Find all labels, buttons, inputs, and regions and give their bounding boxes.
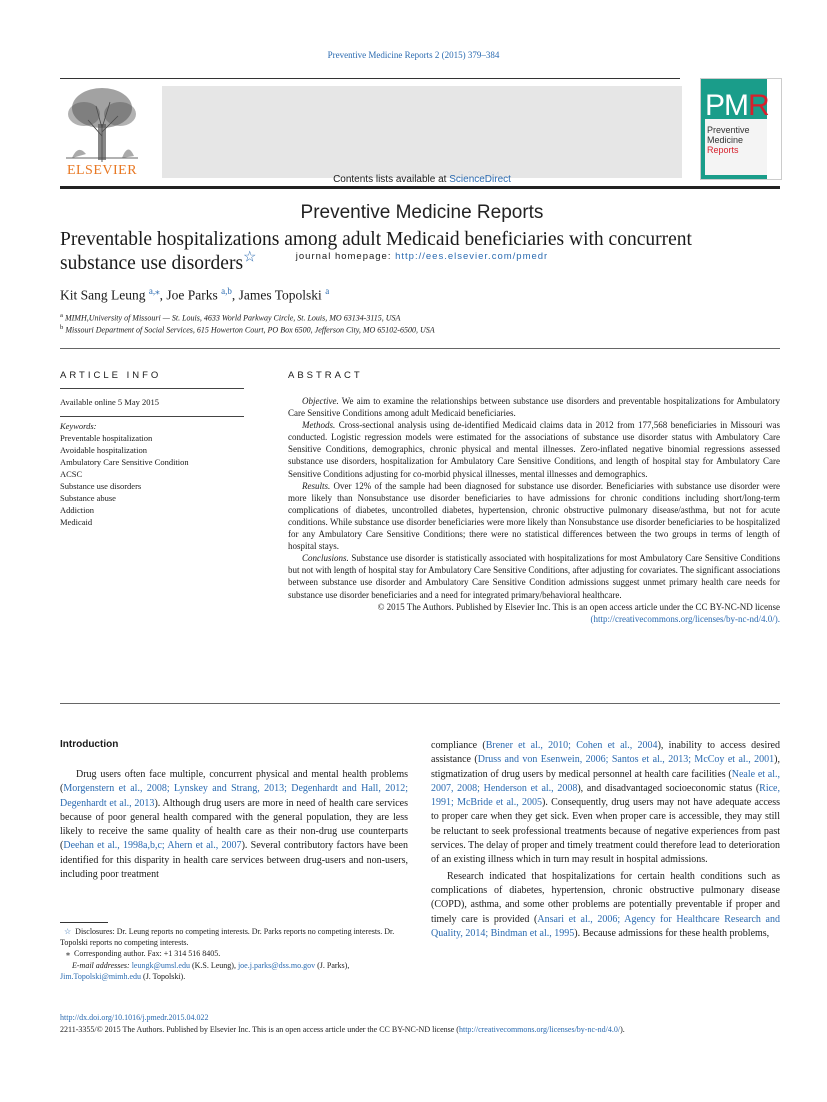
- cover-logo: PMR: [705, 89, 769, 122]
- keywords-rule: [60, 416, 244, 417]
- intro-paragraph: [431, 739, 780, 868]
- paragraph-text: ). Consequently, drug users may not have adequate access to proper care when they get sick. Even when proper care is accessible, they may still be reluctant to seek professional treatments because of negative experiences from past services. The delay of proper and timely treatment could therefore lead to deterioration of an existing illness which in turn may result in hospital admissions.: [431, 797, 781, 866]
- citation-link[interactable]: Rice, 1991; McBride et al., 2005: [431, 782, 780, 809]
- citation-link[interactable]: Ansari et al., 2006; Agency for Healthcare Research and Quality, 2014; Bindman et al., 1995: [431, 913, 780, 939]
- keyword: Ambulatory Care Sensitive Condition: [60, 457, 189, 467]
- affiliation-a: $^a$ MIMH,University of Missouri — St. Louis, 4633 World Parkway Circle, St. Louis, MO 63134-3115, USA: [60, 312, 401, 323]
- title-footnote-star[interactable]: ☆: [243, 249, 257, 266]
- sciencedirect-link[interactable]: ScienceDirect: [449, 174, 511, 185]
- email-link[interactable]: leungk@umsl.edu: [131, 960, 190, 970]
- footer-license-link[interactable]: http://creativecommons.org/licenses/by-nc-nd/4.0/: [458, 1025, 621, 1034]
- paragraph-text: ). Although drug users are more in need of health care services because of poor general health compared with the general population, they are less likely to receive the same quality of health care as their non-drug use counterparts (: [60, 797, 408, 852]
- abstract-heading: ABSTRACT: [288, 370, 363, 381]
- header-rule: [60, 78, 680, 79]
- abstract-results: Results. Over 12% of the sample had been diagnosed for substance use disorder. Beneficiaries with substance use disorder were more likely than Nonsubstance use disorder beneficiaries to have admissions for chronic conditions including short/long-term complications of diabetes, uncontrolled diabetes, hypertension, chronic obstructive pulmonary disease/asthma, but not for acute conditions. While substance use disorder beneficiaries were more likely than Nonsubstance use disorder beneficiaries to be hospitalized for any Ambulatory Care Sensitive Conditions; there were no statistical differences between the two groups in terms of length of hospital stays.: [288, 480, 780, 552]
- article-info-rule: [60, 388, 244, 389]
- paragraph-text: ). Several contributory factors have been identified for this disparity in health care services between drug-users and non-users, including poor treatment: [60, 840, 408, 881]
- journal-homepage: journal homepage: http://ees.elsevier.com/pmedr: [295, 251, 549, 262]
- contents-line: Contents lists available at ScienceDirect: [333, 174, 511, 185]
- introduction-right-column: [431, 739, 780, 941]
- abstract-conclusions: Conclusions. Substance use disorder is statistically associated with hospitalizations for most Ambulatory Care Sensitive Conditions but not with length of hospital stay for Ambulatory Care Sensitive Conditions, after adjusting for covariates. The significant associations between substance use disorder and Ambulatory Care Sensitive Condition admissions suggest unmet primary health care needs for substance use disorder beneficiaries and a need for integrated primary/behavioral healthcare.: [288, 553, 780, 600]
- paragraph-text: ), stigmatization of drug users by medical personnel at health care facilities (: [431, 754, 780, 780]
- citation-link[interactable]: Deehan et al., 1998a,b,c; Ahern et al., 2007: [63, 840, 242, 852]
- article-title: Preventable hospitalizations among adult Medicaid beneficiaries with concurrent substance use disorders☆: [60, 229, 692, 274]
- cover-title: Preventive Medicine Reports: [707, 125, 750, 155]
- citation-link[interactable]: Brener et al., 2010; Cohen et al., 2004: [485, 740, 658, 751]
- corresponding-footnote: ⁎ Corresponding author. Fax: +1 314 516 8405.: [66, 949, 221, 959]
- footnote-rule: [60, 922, 108, 923]
- author-affiliation-marker[interactable]: a: [325, 286, 330, 296]
- journal-title: Preventive Medicine Reports: [300, 202, 544, 223]
- author-list: Kit Sang Leung $^{a,⁎}$, Joe Parks $^{a,b}$, James Topolski $^a$: [60, 286, 330, 303]
- introduction-heading: Introduction: [60, 739, 119, 750]
- author-affiliation-marker[interactable]: a,⁎: [148, 286, 160, 296]
- paragraph-text: Research indicated that hospitalizations for certain health conditions such as complications of diabetes, hypertension, chronic obstructive pulmonary disease (COPD), asthma, and some other problems are potentially preventable if proper and timely care is provided (: [431, 870, 780, 925]
- license-link[interactable]: (http://creativecommons.org/licenses/by-nc-nd/4.0/).: [590, 613, 780, 624]
- citation-link[interactable]: Neale et al., 2007, 2008; Henderson et al., 2008: [431, 768, 781, 794]
- available-online: Available online 5 May 2015: [60, 397, 159, 407]
- homepage-link[interactable]: http://ees.elsevier.com/pmedr: [395, 251, 549, 262]
- email-footnote: E-mail addresses: leungk@umsl.edu (K.S. Leung), joe.j.parks@dss.mo.gov (J. Parks), Jim.Topolski@mimh.edu (J. Topolski).: [60, 960, 350, 981]
- abstract-methods: Methods. Cross-sectional analysis using de-identified Medicaid claims data in 2012 from 177,568 beneficiaries in Missouri was conducted. Logistic regression models were estimated for the associations of substance use disorder status with Ambulatory Care Sensitive Conditions, demographics, chronic physical and mental illnesses. Zero-inflated negative binomial regressions assessed substance use disorders, hospitalization for Ambulatory Care Sensitive Conditions, and length of hospital stay for Ambulatory Care Sensitive Conditions adjusting for co-morbid physical illnesses, mental illnesses and demographics.: [288, 420, 780, 479]
- header-thick-rule: [60, 186, 780, 189]
- intro-paragraph: [431, 870, 780, 941]
- author-affiliation-marker[interactable]: a,b: [221, 286, 232, 296]
- keywords-block: Keywords: Preventable hospitalization Avoidable hospitalization Ambulatory Care Sensitive Condition ACSC Substance use disorders Substance abuse Addiction Medicaid: [60, 420, 244, 528]
- author-name: James Topolski: [238, 287, 322, 303]
- disclosure-footnote: ☆ Disclosures: Dr. Leung reports no competing interests. Dr. Parks reports no competing interests. Dr. Topolski reports no competing interests.: [60, 927, 395, 948]
- affiliation-b: $^b$ Missouri Department of Social Services, 615 Howerton Court, PO Box 6500, Jefferson City, MO 65102-6500, USA: [60, 324, 435, 335]
- author-name: Joe Parks: [166, 287, 218, 303]
- email-link[interactable]: Jim.Topolski@mimh.edu: [60, 971, 142, 981]
- intro-paragraph: [60, 768, 408, 882]
- author-name: Kit Sang Leung: [60, 287, 146, 303]
- abstract-body: [288, 395, 780, 625]
- elsevier-wordmark: ELSEVIER: [66, 163, 138, 178]
- section-rule: [60, 703, 780, 704]
- article-info-heading: ARTICLE INFO: [60, 370, 162, 381]
- keyword: Addiction: [60, 505, 94, 515]
- keyword: Substance use disorders: [60, 481, 142, 491]
- paragraph-text: ), and disadvantaged socioeconomic status (: [577, 782, 760, 794]
- paragraph-text: ). Because admissions for these health problems,: [574, 927, 770, 939]
- keyword: Avoidable hospitalization: [60, 445, 147, 455]
- footnotes: [60, 926, 408, 982]
- issn-license-line: 2211-3355/© 2015 The Authors. Published by Elsevier Inc. This is an open access article under the CC BY-NC-ND license (http://creativecommons.org/licenses/by-nc-nd/4.0/).: [60, 1025, 625, 1034]
- abstract-objective: Objective. We aim to examine the relationships between substance use disorders and preventable hospitalizations for Ambulatory Care Sensitive Conditions among adult Medicaid beneficiaries.: [288, 396, 780, 419]
- citation-link[interactable]: Morgenstern et al., 2008; Lynskey and Strang, 2013; Degenhardt and Hall, 2012; Degenhardt et al., 2013: [60, 783, 408, 809]
- abstract-copyright: © 2015 The Authors. Published by Elsevier Inc. This is an open access article under the CC BY-NC-ND license (http://creativecommons.org/licenses/by-nc-nd/4.0/).: [377, 601, 780, 624]
- keyword: Preventable hospitalization: [60, 433, 153, 443]
- paragraph-text: compliance (: [431, 740, 486, 751]
- introduction-left-column: [60, 768, 408, 882]
- paragraph-text: ), inability to access desired assistance (: [431, 740, 780, 766]
- keyword: Medicaid: [60, 517, 93, 527]
- journal-citation[interactable]: Preventive Medicine Reports 2 (2015) 379–384: [327, 50, 500, 60]
- paragraph-text: Drug users often face multiple, concurrent physical and mental health problems (: [60, 769, 408, 795]
- section-rule: [60, 348, 780, 349]
- citation-link[interactable]: Druss and von Esenwein, 2006; Santos et al., 2013; McCoy et al., 2001: [477, 754, 775, 766]
- keyword: ACSC: [60, 469, 83, 479]
- keyword: Substance abuse: [60, 493, 116, 503]
- doi-link[interactable]: http://dx.doi.org/10.1016/j.pmedr.2015.04.022: [60, 1013, 209, 1022]
- email-link[interactable]: joe.j.parks@dss.mo.gov: [237, 960, 316, 970]
- journal-cover-thumbnail: [700, 78, 782, 180]
